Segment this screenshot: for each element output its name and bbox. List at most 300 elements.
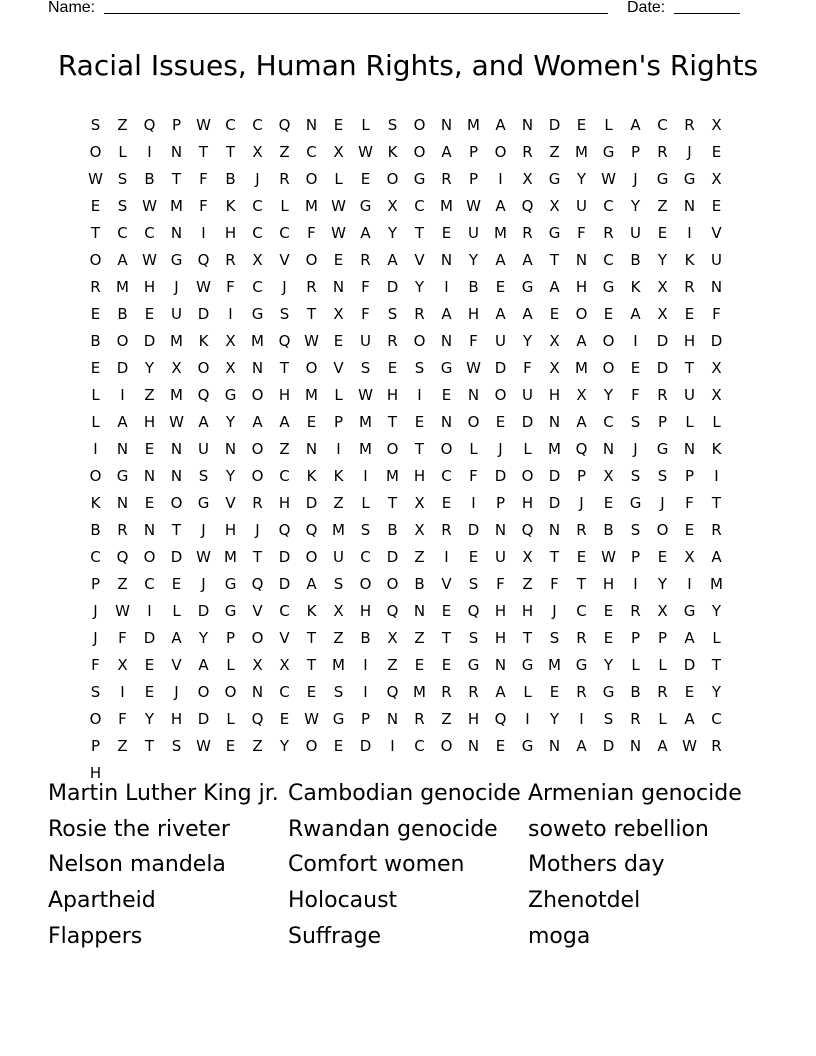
grid-letter: Z bbox=[252, 736, 263, 755]
grid-letter: X bbox=[657, 304, 668, 323]
grid-letter: S bbox=[360, 358, 371, 377]
grid-letter: A bbox=[711, 547, 722, 566]
grid-letter: Z bbox=[333, 628, 344, 647]
grid-letter: I bbox=[417, 385, 422, 404]
grid-letter: H bbox=[467, 304, 480, 323]
grid-letter: K bbox=[630, 277, 641, 296]
grid-letter: M bbox=[494, 223, 507, 242]
grid-letter: C bbox=[603, 250, 614, 269]
grid-letter: M bbox=[440, 196, 453, 215]
grid-letter: C bbox=[603, 196, 614, 215]
grid-letter: J bbox=[660, 493, 665, 512]
grid-letter: F bbox=[469, 466, 478, 485]
grid-letter: L bbox=[361, 493, 370, 512]
grid-letter: N bbox=[494, 520, 507, 539]
grid-letter: D bbox=[386, 277, 399, 296]
grid-letter: P bbox=[576, 466, 587, 485]
grid-letter: O bbox=[251, 439, 264, 458]
grid-letter: X bbox=[333, 601, 344, 620]
grid-letter: C bbox=[252, 115, 263, 134]
grid-letter: Z bbox=[117, 115, 128, 134]
grid-letter: A bbox=[171, 628, 182, 647]
grid-letter: I bbox=[363, 466, 368, 485]
grid-letter: I bbox=[363, 682, 368, 701]
grid-letter: R bbox=[657, 142, 668, 161]
grid-letter: E bbox=[306, 412, 317, 431]
word-list-item: Nelson mandela bbox=[48, 852, 226, 878]
grid-letter: Z bbox=[522, 574, 533, 593]
grid-letter: Y bbox=[414, 277, 425, 296]
grid-letter: N bbox=[548, 520, 561, 539]
grid-letter: V bbox=[252, 601, 263, 620]
grid-letter: S bbox=[414, 358, 425, 377]
grid-letter: M bbox=[251, 331, 264, 350]
grid-letter: F bbox=[712, 304, 721, 323]
grid-letter: H bbox=[521, 601, 534, 620]
grid-letter: M bbox=[575, 142, 588, 161]
grid-letter: G bbox=[602, 142, 615, 161]
grid-letter: K bbox=[198, 331, 209, 350]
grid-letter: H bbox=[413, 466, 426, 485]
word-list-item: Rosie the riveter bbox=[48, 816, 230, 842]
grid-letter: B bbox=[360, 628, 371, 647]
grid-letter: Z bbox=[117, 574, 128, 593]
grid-letter: O bbox=[602, 331, 615, 350]
grid-letter: I bbox=[633, 574, 638, 593]
grid-letter: D bbox=[467, 520, 480, 539]
grid-letter: Y bbox=[630, 196, 641, 215]
grid-letter: E bbox=[333, 250, 344, 269]
page-title: Racial Issues, Human Rights, and Women's Rights bbox=[57, 49, 759, 82]
grid-letter: N bbox=[116, 493, 129, 512]
grid-letter: M bbox=[710, 574, 723, 593]
grid-letter: E bbox=[468, 547, 479, 566]
grid-letter: Q bbox=[278, 331, 291, 350]
grid-letter: A bbox=[117, 250, 128, 269]
grid-letter: M bbox=[359, 439, 372, 458]
grid-letter: R bbox=[360, 250, 371, 269]
grid-letter: W bbox=[115, 601, 130, 620]
grid-letter: S bbox=[549, 628, 560, 647]
grid-letter: I bbox=[444, 547, 449, 566]
grid-letter: Z bbox=[657, 196, 668, 215]
word-list-item: Comfort women bbox=[288, 852, 465, 878]
grid-letter: Q bbox=[251, 709, 264, 728]
grid-letter: C bbox=[657, 115, 668, 134]
grid-letter: V bbox=[171, 655, 182, 674]
grid-letter: N bbox=[413, 601, 426, 620]
grid-letter: E bbox=[603, 601, 614, 620]
grid-letter: S bbox=[468, 574, 479, 593]
grid-letter: N bbox=[467, 385, 480, 404]
grid-letter: A bbox=[549, 277, 560, 296]
grid-letter: M bbox=[575, 358, 588, 377]
grid-letter: J bbox=[93, 601, 98, 620]
grid-letter: G bbox=[224, 574, 237, 593]
grid-letter: A bbox=[441, 304, 452, 323]
grid-letter: L bbox=[226, 709, 235, 728]
grid-letter: R bbox=[684, 115, 695, 134]
date-label: Date: bbox=[627, 0, 666, 16]
grid-letter: M bbox=[359, 412, 372, 431]
grid-letter: E bbox=[144, 439, 155, 458]
grid-letter: T bbox=[711, 493, 722, 512]
grid-letter: X bbox=[225, 358, 236, 377]
grid-letter: I bbox=[687, 223, 692, 242]
grid-letter: W bbox=[88, 169, 103, 188]
grid-letter: J bbox=[174, 277, 179, 296]
grid-letter: Y bbox=[711, 682, 722, 701]
grid-letter: G bbox=[548, 169, 561, 188]
grid-letter: S bbox=[171, 736, 182, 755]
grid-letter: L bbox=[118, 142, 127, 161]
grid-letter: O bbox=[170, 493, 183, 512]
grid-letter: I bbox=[498, 169, 503, 188]
grid-letter: U bbox=[711, 250, 722, 269]
grid-letter: T bbox=[576, 574, 587, 593]
grid-letter: H bbox=[224, 520, 237, 539]
grid-letter: Q bbox=[521, 196, 534, 215]
grid-letter: E bbox=[576, 547, 587, 566]
grid-letter: Q bbox=[143, 115, 156, 134]
grid-letter: G bbox=[656, 439, 669, 458]
grid-letter: A bbox=[657, 736, 668, 755]
grid-letter: S bbox=[117, 169, 128, 188]
grid-letter: L bbox=[91, 412, 100, 431]
grid-letter: N bbox=[224, 439, 237, 458]
name-blank-line bbox=[104, 13, 608, 14]
grid-letter: R bbox=[576, 628, 587, 647]
grid-letter: I bbox=[336, 439, 341, 458]
grid-letter: Y bbox=[522, 331, 533, 350]
grid-letter: J bbox=[93, 628, 98, 647]
grid-letter: Y bbox=[468, 250, 479, 269]
grid-letter: E bbox=[495, 277, 506, 296]
grid-letter: G bbox=[602, 277, 615, 296]
grid-letter: M bbox=[548, 439, 561, 458]
grid-letter: N bbox=[143, 520, 156, 539]
grid-letter: A bbox=[495, 304, 506, 323]
grid-letter: J bbox=[282, 277, 287, 296]
grid-letter: B bbox=[630, 250, 641, 269]
grid-letter: C bbox=[279, 682, 290, 701]
grid-letter: B bbox=[387, 520, 398, 539]
grid-letter: K bbox=[387, 142, 398, 161]
grid-letter: G bbox=[224, 601, 237, 620]
grid-letter: T bbox=[441, 628, 452, 647]
grid-letter: F bbox=[523, 358, 532, 377]
grid-letter: F bbox=[118, 709, 127, 728]
grid-letter: N bbox=[494, 655, 507, 674]
worksheet-header bbox=[48, 0, 748, 20]
grid-letter: N bbox=[305, 115, 318, 134]
grid-letter: Y bbox=[225, 412, 236, 431]
grid-letter: X bbox=[252, 655, 263, 674]
grid-letter: T bbox=[549, 547, 560, 566]
name-label: Name: bbox=[48, 0, 96, 16]
grid-letter: A bbox=[576, 736, 587, 755]
grid-letter: S bbox=[333, 682, 344, 701]
grid-letter: D bbox=[602, 736, 615, 755]
grid-letter: G bbox=[440, 358, 453, 377]
grid-letter: D bbox=[521, 412, 534, 431]
grid-letter: A bbox=[495, 196, 506, 215]
grid-letter: R bbox=[90, 277, 101, 296]
grid-letter: K bbox=[306, 601, 317, 620]
grid-letter: X bbox=[171, 358, 182, 377]
grid-letter: H bbox=[359, 601, 372, 620]
grid-letter: P bbox=[225, 628, 236, 647]
grid-letter: N bbox=[143, 466, 156, 485]
grid-letter: T bbox=[279, 358, 290, 377]
grid-letter: C bbox=[603, 412, 614, 431]
grid-letter: D bbox=[197, 601, 210, 620]
grid-letter: E bbox=[603, 304, 614, 323]
grid-letter: P bbox=[360, 709, 371, 728]
grid-letter: X bbox=[387, 196, 398, 215]
grid-letter: J bbox=[579, 493, 584, 512]
grid-letter: Y bbox=[198, 628, 209, 647]
grid-letter: Z bbox=[279, 439, 290, 458]
grid-letter: O bbox=[359, 574, 372, 593]
grid-letter: T bbox=[387, 412, 398, 431]
grid-letter: L bbox=[280, 196, 289, 215]
grid-letter: O bbox=[251, 628, 264, 647]
grid-letter: Q bbox=[197, 385, 210, 404]
grid-letter: N bbox=[629, 736, 642, 755]
grid-letter: I bbox=[444, 277, 449, 296]
grid-letter: O bbox=[305, 547, 318, 566]
grid-letter: R bbox=[117, 520, 128, 539]
grid-letter: B bbox=[225, 169, 236, 188]
word-list-item: Zhenotdel bbox=[528, 888, 641, 914]
grid-letter: W bbox=[169, 412, 184, 431]
grid-letter: I bbox=[471, 493, 476, 512]
grid-letter: F bbox=[685, 493, 694, 512]
grid-letter: U bbox=[333, 547, 344, 566]
grid-letter: N bbox=[521, 115, 534, 134]
grid-letter: C bbox=[279, 466, 290, 485]
grid-letter: D bbox=[710, 331, 723, 350]
grid-letter: I bbox=[228, 304, 233, 323]
grid-letter: I bbox=[201, 223, 206, 242]
grid-letter: I bbox=[120, 682, 125, 701]
grid-letter: S bbox=[387, 115, 398, 134]
word-list-item: Apartheid bbox=[48, 888, 156, 914]
grid-letter: R bbox=[522, 223, 533, 242]
grid-letter: O bbox=[89, 466, 102, 485]
grid-letter: O bbox=[413, 115, 426, 134]
grid-letter: L bbox=[523, 682, 532, 701]
grid-letter: S bbox=[630, 412, 641, 431]
grid-letter: F bbox=[361, 277, 370, 296]
grid-letter: J bbox=[552, 601, 557, 620]
grid-letter: O bbox=[602, 358, 615, 377]
grid-letter: Z bbox=[414, 547, 425, 566]
grid-letter: K bbox=[90, 493, 101, 512]
grid-letter: K bbox=[225, 196, 236, 215]
grid-letter: O bbox=[467, 412, 480, 431]
grid-letter: P bbox=[684, 466, 695, 485]
grid-letter: A bbox=[495, 682, 506, 701]
grid-letter: A bbox=[630, 115, 641, 134]
grid-letter: E bbox=[387, 358, 398, 377]
grid-letter: W bbox=[466, 358, 481, 377]
grid-letter: E bbox=[414, 412, 425, 431]
grid-letter: L bbox=[334, 385, 343, 404]
grid-letter: F bbox=[199, 169, 208, 188]
grid-letter: W bbox=[142, 250, 157, 269]
grid-letter: C bbox=[252, 223, 263, 242]
grid-letter: R bbox=[711, 520, 722, 539]
grid-letter: H bbox=[467, 709, 480, 728]
grid-letter: G bbox=[683, 601, 696, 620]
grid-letter: E bbox=[333, 331, 344, 350]
grid-letter: I bbox=[579, 709, 584, 728]
grid-letter: L bbox=[631, 655, 640, 674]
grid-letter: J bbox=[201, 520, 206, 539]
grid-letter: C bbox=[414, 736, 425, 755]
grid-letter: L bbox=[523, 439, 532, 458]
grid-letter: A bbox=[198, 655, 209, 674]
grid-letter: I bbox=[633, 331, 638, 350]
grid-letter: F bbox=[91, 655, 100, 674]
grid-letter: S bbox=[657, 466, 668, 485]
grid-letter: U bbox=[360, 331, 371, 350]
grid-letter: S bbox=[90, 682, 101, 701]
grid-letter: F bbox=[118, 628, 127, 647]
grid-letter: C bbox=[306, 142, 317, 161]
grid-letter: X bbox=[225, 331, 236, 350]
grid-letter: N bbox=[332, 277, 345, 296]
grid-letter: L bbox=[334, 169, 343, 188]
grid-letter: S bbox=[279, 304, 290, 323]
grid-letter: E bbox=[657, 223, 668, 242]
grid-letter: Q bbox=[197, 250, 210, 269]
grid-letter: C bbox=[225, 115, 236, 134]
grid-letter: N bbox=[116, 439, 129, 458]
grid-letter: N bbox=[440, 250, 453, 269]
grid-letter: G bbox=[197, 493, 210, 512]
grid-letter: L bbox=[91, 385, 100, 404]
grid-letter: L bbox=[172, 601, 181, 620]
grid-letter: Q bbox=[386, 601, 399, 620]
grid-letter: X bbox=[522, 547, 533, 566]
grid-letter: B bbox=[630, 682, 641, 701]
grid-letter: T bbox=[171, 169, 182, 188]
word-list-item: Flappers bbox=[48, 923, 143, 949]
grid-letter: I bbox=[714, 466, 719, 485]
grid-letter: R bbox=[657, 682, 668, 701]
grid-letter: R bbox=[279, 169, 290, 188]
grid-letter: T bbox=[684, 358, 695, 377]
grid-letter: P bbox=[90, 736, 101, 755]
grid-letter: X bbox=[333, 304, 344, 323]
word-list-item: moga bbox=[528, 923, 591, 949]
grid-letter: I bbox=[147, 142, 152, 161]
grid-letter: V bbox=[279, 628, 290, 647]
grid-letter: J bbox=[255, 169, 260, 188]
grid-letter: O bbox=[494, 142, 507, 161]
grid-letter: X bbox=[549, 358, 560, 377]
grid-letter: F bbox=[199, 196, 208, 215]
grid-letter: K bbox=[306, 466, 317, 485]
grid-letter: E bbox=[144, 493, 155, 512]
grid-letter: I bbox=[147, 601, 152, 620]
grid-letter: A bbox=[117, 412, 128, 431]
grid-letter: E bbox=[684, 682, 695, 701]
grid-letter: O bbox=[116, 331, 129, 350]
grid-letter: U bbox=[171, 304, 182, 323]
grid-letter: T bbox=[711, 655, 722, 674]
grid-letter: X bbox=[549, 331, 560, 350]
grid-letter: V bbox=[225, 493, 236, 512]
grid-letter: T bbox=[171, 520, 182, 539]
grid-letter: E bbox=[684, 304, 695, 323]
grid-letter: T bbox=[144, 736, 155, 755]
grid-letter: F bbox=[307, 223, 316, 242]
grid-letter: Y bbox=[603, 655, 614, 674]
grid-letter: X bbox=[711, 169, 722, 188]
grid-letter: O bbox=[413, 142, 426, 161]
grid-letter: C bbox=[252, 277, 263, 296]
grid-letter: P bbox=[90, 574, 101, 593]
word-list-item: Rwandan genocide bbox=[288, 816, 498, 842]
grid-letter: E bbox=[333, 736, 344, 755]
grid-letter: N bbox=[170, 439, 183, 458]
grid-letter: O bbox=[386, 169, 399, 188]
grid-letter: C bbox=[441, 466, 452, 485]
grid-letter: O bbox=[197, 682, 210, 701]
grid-letter: F bbox=[631, 385, 640, 404]
grid-letter: D bbox=[656, 331, 669, 350]
grid-letter: M bbox=[332, 655, 345, 674]
grid-letter: G bbox=[224, 385, 237, 404]
grid-letter: C bbox=[279, 601, 290, 620]
grid-letter: Q bbox=[278, 520, 291, 539]
grid-letter: H bbox=[575, 277, 588, 296]
grid-letter: E bbox=[711, 142, 722, 161]
grid-letter: H bbox=[602, 574, 615, 593]
grid-letter: X bbox=[414, 493, 425, 512]
grid-letter: E bbox=[225, 736, 236, 755]
grid-letter: O bbox=[89, 709, 102, 728]
grid-letter: T bbox=[387, 493, 398, 512]
grid-letter: J bbox=[687, 142, 692, 161]
grid-letter: X bbox=[387, 628, 398, 647]
grid-letter: A bbox=[522, 250, 533, 269]
grid-letter: X bbox=[252, 142, 263, 161]
grid-letter: F bbox=[361, 304, 370, 323]
grid-letter: R bbox=[441, 520, 452, 539]
grid-letter: M bbox=[332, 520, 345, 539]
grid-letter: A bbox=[576, 331, 587, 350]
grid-letter: J bbox=[201, 574, 206, 593]
grid-letter: X bbox=[414, 520, 425, 539]
grid-letter: I bbox=[120, 385, 125, 404]
grid-letter: E bbox=[414, 655, 425, 674]
grid-letter: X bbox=[549, 196, 560, 215]
grid-letter: M bbox=[467, 115, 480, 134]
grid-letter: C bbox=[144, 223, 155, 242]
grid-letter: E bbox=[630, 358, 641, 377]
grid-letter: N bbox=[440, 115, 453, 134]
grid-letter: O bbox=[440, 439, 453, 458]
grid-letter: R bbox=[468, 682, 479, 701]
grid-letter: C bbox=[117, 223, 128, 242]
grid-letter: O bbox=[386, 439, 399, 458]
grid-letter: G bbox=[521, 277, 534, 296]
